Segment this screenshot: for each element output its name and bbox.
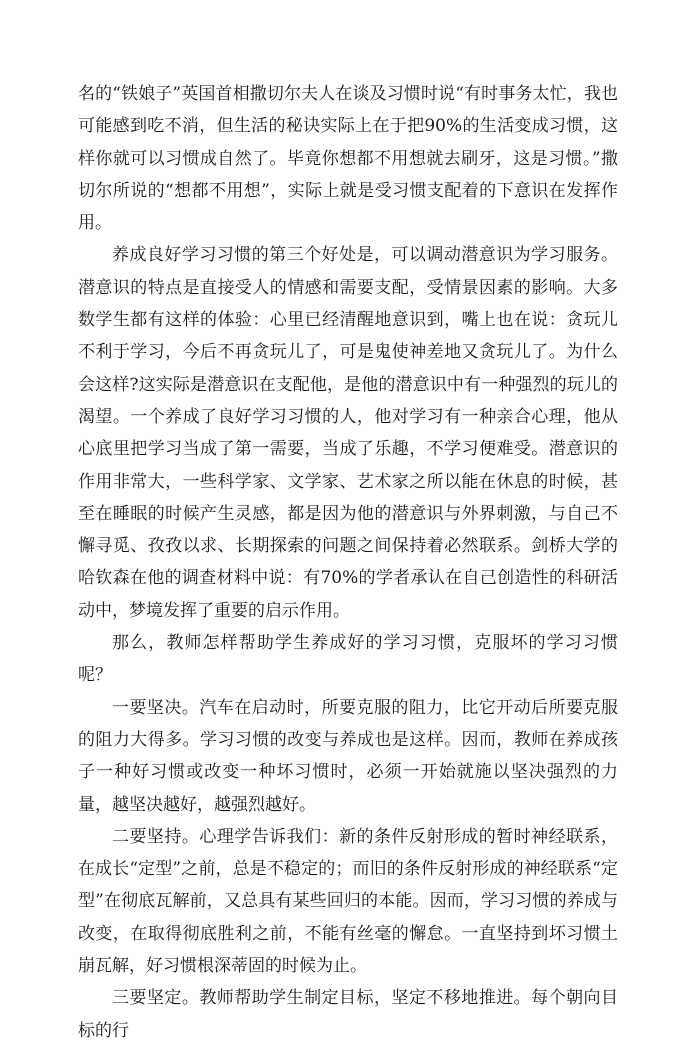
paragraph-question: 那么，教师怎样帮助学生养成好的学习习惯，克服坏的学习习惯呢？ xyxy=(78,633,618,686)
paragraph-third-benefit: 养成良好学习习惯的第三个好处是，可以调动潜意识为学习服务。潜意识的特点是直接受人的情感和需要支配，受情景因素的影响。大多数学生都有这样的体验：心里已经清醒地意识到，嘴上也在说：贪玩儿不利于学习，今后不再贪玩儿了，可是鬼使神差地又贪玩儿了。为什么会这样?这实际是潜意识在支配他，是他的潜意识中有一种强烈的玩儿的渴望。一个养成了良好学习习惯的人，他对学习有一种亲合心理，他从心底里把学习当成了第一需要，当成了乐趣，不学习便难受。潜意识的作用非常大，一些科学家、文学家、艺术家之所以能在休息的时候，甚至在睡眠的时候产生灵感，都是因为他的潜意识与外界刺激，与自己不懈寻觅、孜孜以求、长期探索的问题之间保持着必然联系。剑桥大学的哈钦森在他的调查材料中说：有70%的学者承认在自己创造性的科研活动中，梦境发挥了重要的启示作用。 xyxy=(78,245,618,621)
paragraph-thatcher-quote: 名的“铁娘子”英国首相撒切尔夫人在谈及习惯时说“有时事务太忙，我也可能感到吃不消，但生活的秘诀实际上在于把90%的生活变成习惯，这样你就可以习惯成自然了。毕竟你想都不用想就去刷牙，这是习惯。”撒切尔所说的“想都不用想”，实际上就是受习惯支配着的下意识在发挥作用。 xyxy=(78,84,618,234)
paragraph-be-resolute: 一要坚决。汽车在启动时，所要克服的阻力，比它开动后所要克服的阻力大得多。学习习惯的改变与养成也是这样。因而，教师在养成孩子一种好习惯或改变一种坏习惯时，必须一开始就施以坚决强烈的力量，越坚决越好，越强烈越好。 xyxy=(78,697,618,815)
document-page xyxy=(78,78,618,1047)
paragraph-persist: 二要坚持。心理学告诉我们：新的条件反射形成的暂时神经联系，在成长“定型”之前，总是不稳定的；而旧的条件反射形成的神经联系“定型”在彻底瓦解前，又总具有某些回归的本能。因而，学习习惯的养成与改变，在取得彻底胜利之前，不能有丝毫的懈怠。一直坚持到坏习惯土崩瓦解，好习惯根深蒂固的时候为止。 xyxy=(78,826,618,977)
paragraph-be-firm: 三要坚定。教师帮助学生制定目标，坚定不移地推进。每个朝向目标的行 xyxy=(78,988,618,1041)
